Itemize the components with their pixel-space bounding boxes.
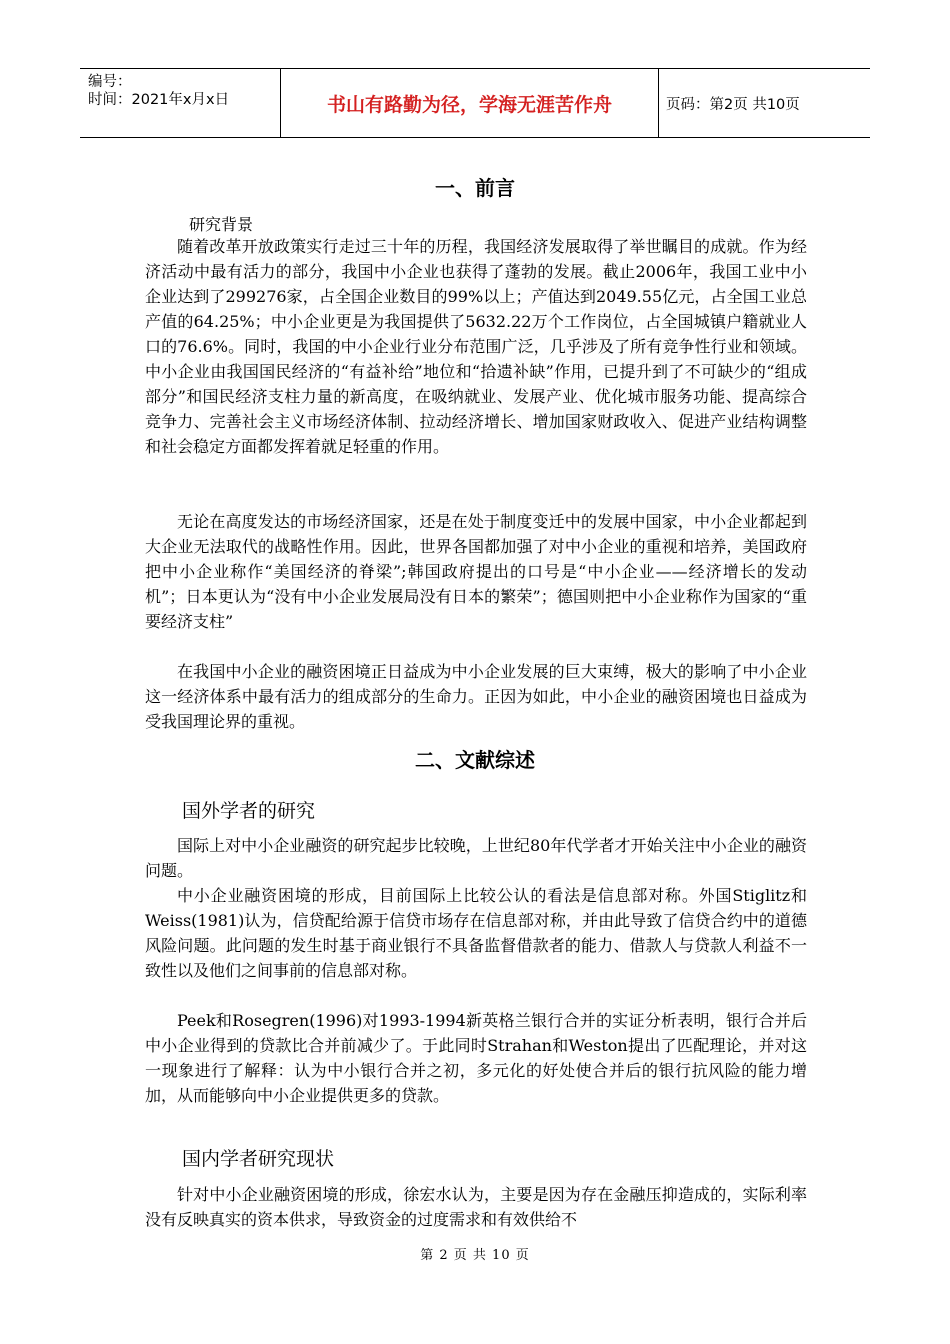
- paragraph-domestic-1: 针对中小企业融资困境的形成，徐宏水认为，主要是因为存在金融压抑造成的，实际利率没有反映真实的资本供求，导致资金的过度需求和有效供给不: [145, 1185, 807, 1229]
- heading-foreign-research: 国外学者的研究: [182, 800, 316, 822]
- code-label: 编号：: [88, 74, 132, 90]
- heading-domestic-research: 国内学者研究现状: [182, 1148, 335, 1170]
- paragraph-foreign-2: 中小企业融资困境的形成，目前国际上比较公认的看法是信息部对称。外国Stiglitz和Weiss(1981)认为，信贷配给源于信贷市场存在信息部对称，并由此导致了信贷合约中的道德风险问题。此问题的发生时基于商业银行不具备监督借款者的能力、借款人与贷款人利益不一致性以及他们之间事前的信息部对称。: [145, 886, 807, 980]
- section-title-literature-review: 二、文献综述: [415, 748, 535, 772]
- page-header: [80, 68, 870, 138]
- header-page-number: 页码：第2页 共10页: [666, 96, 800, 113]
- paragraph-background-1: 随着改革开放政策实行走过三十年的历程，我国经济发展取得了举世瞩目的成就。作为经济活动中最有活力的部分，我国中小企业也获得了蓬勃的发展。截止2006年，我国工业中小企业达到了299276家，占全国企业数目的99%以上；产值达到2049.55亿元，占全国工业总产值的64.25%；中小企业更是为我国提供了5632.22万个工作岗位，占全国城镇户籍就业人口的76.6%。同时，我国的中小企业行业分布范围广泛，几乎涉及了所有竞争性行业和领域。中小企业由我国国民经济的“有益补给”地位和“拾遗补缺”作用，已提升到了不可缺少的“组成部分”和国民经济支柱力量的新高度，在吸纳就业、发展产业、优化城市服务功能、提高综合竞争力、完善社会主义市场经济体制、拉动经济增长、增加国家财政收入、促进产业结构调整和社会稳定方面都发挥着就足轻重的作用。: [145, 237, 807, 456]
- subtitle-research-background: 研究背景: [189, 215, 254, 234]
- header-motto: 书山有路勤为径，学海无涯苦作舟: [326, 93, 612, 116]
- header-divider-right: [658, 69, 659, 137]
- paragraph-background-3: 在我国中小企业的融资困境正日益成为中小企业发展的巨大束缚，极大的影响了中小企业这一经济体系中最有活力的组成部分的生命力。正因为如此，中小企业的融资困境也日益成为受我国理论界的重视。: [145, 662, 807, 731]
- section-title-preface: 一、前言: [435, 176, 515, 200]
- time-label: 时间：2021年x月x日: [88, 92, 230, 108]
- paragraph-background-2: 无论在高度发达的市场经济国家，还是在处于制度变迁中的发展中国家，中小企业都起到大企业无法取代的战略性作用。因此，世界各国都加强了对中小企业的重视和培养，美国政府把中小企业称作“美国经济的脊梁”;韩国政府提出的口号是“中小企业——经济增长的发动机”；日本更认为“没有中小企业发展局没有日本的繁荣”；德国则把中小企业称作为国家的“重要经济支柱”: [145, 512, 807, 631]
- page-footer: 第 2 页 共 10 页: [420, 1248, 530, 1263]
- header-meta: [80, 69, 280, 137]
- paragraph-foreign-1: 国际上对中小企业融资的研究起步比较晚，上世纪80年代学者才开始关注中小企业的融资问题。: [145, 836, 807, 880]
- paragraph-foreign-3: Peek和Rosegren(1996)对1993-1994新英格兰银行合并的实证分析表明，银行合并后中小企业得到的贷款比合并前减少了。于此同时Strahan和Weston提出了匹配理论，并对这一现象进行了解释：认为中小银行合并之初，多元化的好处使合并后的银行抗风险的能力增加，从而能够向中小企业提供更多的贷款。: [145, 1011, 807, 1105]
